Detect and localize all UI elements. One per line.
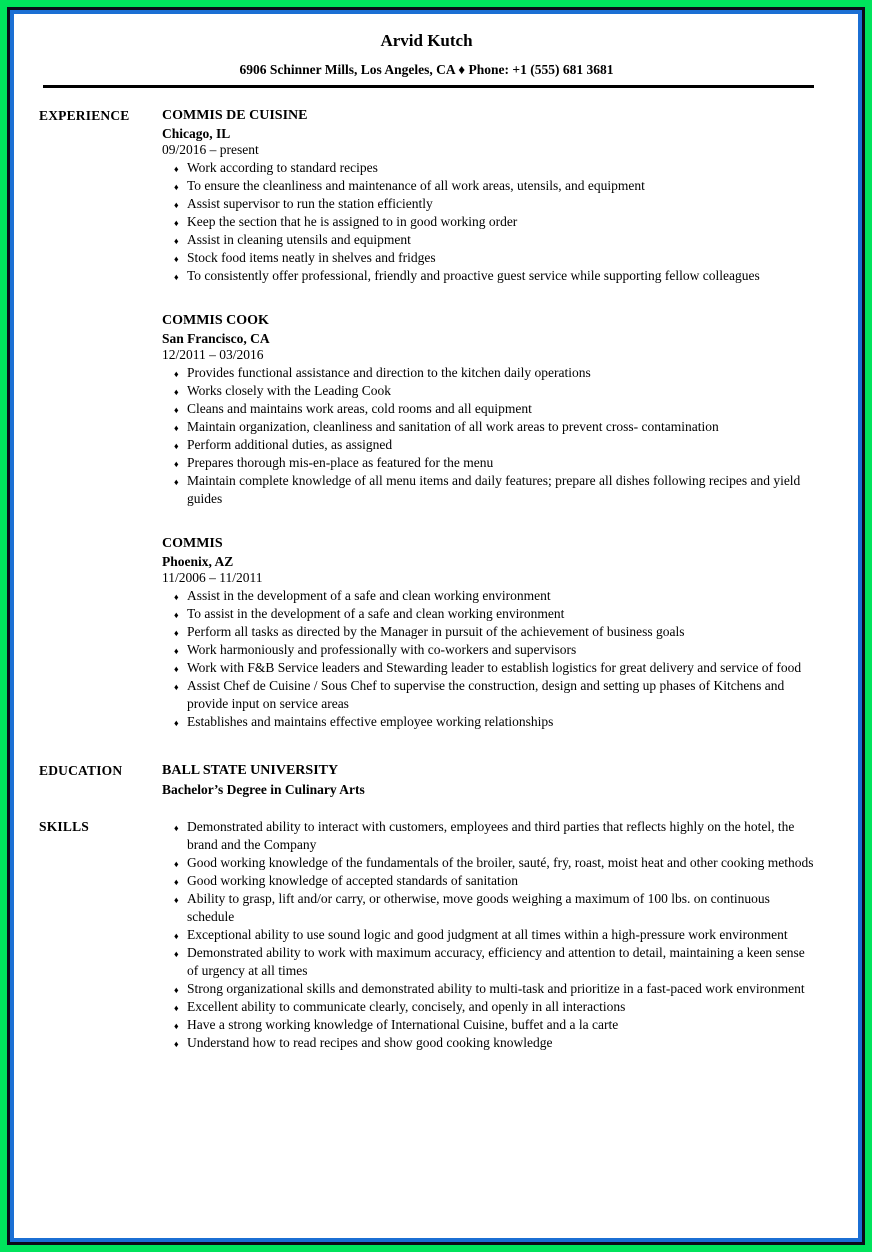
- bullet-icon: ♦: [174, 646, 179, 656]
- bullet-icon: ♦: [174, 718, 179, 728]
- bullet-item: [162, 177, 814, 195]
- job-bullet-list: [162, 364, 814, 508]
- bullet-text: Provides functional assistance and direction to the kitchen daily operations: [187, 365, 591, 380]
- bullet-icon: ♦: [174, 477, 179, 487]
- job-title: COMMIS COOK: [162, 313, 269, 328]
- candidate-name: Arvid Kutch: [380, 31, 473, 50]
- skills-section: [39, 817, 814, 1052]
- job-entry-commis: [162, 534, 814, 731]
- bullet-text: Assist in the development of a safe and clean working environment: [187, 588, 551, 603]
- bullet-text: Understand how to read recipes and show good cooking knowledge: [187, 1035, 553, 1050]
- bullet-icon: ♦: [174, 931, 179, 941]
- bullet-text: Have a strong working knowledge of International Cuisine, buffet and a la carte: [187, 1017, 619, 1032]
- bullet-icon: ♦: [174, 405, 179, 415]
- bullet-text: Work with F&B Service leaders and Stewarding leader to establish logistics for great delivery and service of food: [187, 660, 802, 675]
- bullet-icon: ♦: [174, 985, 179, 995]
- bullet-item: [162, 472, 814, 508]
- job-dates: 09/2016 – present: [162, 142, 259, 157]
- bullet-item: [162, 249, 814, 267]
- bullet-text: Perform additional duties, as assigned: [187, 437, 393, 452]
- bullet-icon: ♦: [174, 236, 179, 246]
- bullet-item: [162, 159, 814, 177]
- bullet-icon: ♦: [174, 664, 179, 674]
- experience-entries: [162, 106, 814, 731]
- bullet-text: Perform all tasks as directed by the Manager in pursuit of the achievement of business goals: [187, 624, 685, 639]
- bullet-icon: ♦: [174, 1039, 179, 1049]
- bullet-item: [162, 854, 814, 872]
- bullet-icon: ♦: [174, 592, 179, 602]
- bullet-item: [162, 623, 814, 641]
- bullet-item: [162, 364, 814, 382]
- bullet-item: [162, 267, 814, 285]
- bullet-text: Excellent ability to communicate clearly, concisely, and openly in all interactions: [187, 999, 626, 1014]
- job-dates: 12/2011 – 03/2016: [162, 347, 264, 362]
- bullet-item: [162, 659, 814, 677]
- bullet-text: Ability to grasp, lift and/or carry, or otherwise, move goods weighing a maximum of 100 lbs. on continuous schedule: [187, 891, 770, 924]
- job-title: COMMIS: [162, 536, 223, 551]
- education-entry: [162, 761, 814, 799]
- job-location: San Francisco, CA: [162, 331, 270, 346]
- education-degree: Bachelor’s Degree in Culinary Arts: [162, 782, 365, 797]
- bullet-icon: ♦: [174, 823, 179, 833]
- bullet-item: [162, 926, 814, 944]
- bullet-icon: ♦: [174, 628, 179, 638]
- bullet-text: Keep the section that he is assigned to in good working order: [187, 214, 518, 229]
- bullet-icon: ♦: [174, 1021, 179, 1031]
- bullet-icon: ♦: [174, 182, 179, 192]
- skills-bullet-list: [162, 818, 814, 1052]
- bullet-text: To ensure the cleanliness and maintenance of all work areas, utensils, and equipment: [187, 178, 645, 193]
- bullet-icon: ♦: [174, 272, 179, 282]
- bullet-item: [162, 998, 814, 1016]
- job-bullet-list: [162, 159, 814, 285]
- bullet-icon: ♦: [174, 859, 179, 869]
- bullet-item: [162, 418, 814, 436]
- job-location: Chicago, IL: [162, 126, 231, 141]
- bullet-icon: ♦: [174, 369, 179, 379]
- job-bullet-list: [162, 587, 814, 731]
- section-label-experience: EXPERIENCE: [39, 108, 130, 123]
- bullet-text: Demonstrated ability to interact with customers, employees and third parties that reflects highly on the hotel, the brand and the Company: [187, 819, 795, 852]
- section-label-skills: SKILLS: [39, 819, 89, 834]
- bullet-item: [162, 677, 814, 713]
- frame-blue-border: [10, 10, 862, 1242]
- bullet-item: [162, 195, 814, 213]
- bullet-icon: ♦: [174, 895, 179, 905]
- bullet-item: [162, 382, 814, 400]
- experience-section: [39, 106, 814, 731]
- bullet-icon: ♦: [174, 164, 179, 174]
- bullet-icon: ♦: [174, 441, 179, 451]
- bullet-text: To assist in the development of a safe and clean working environment: [187, 606, 565, 621]
- bullet-item: [162, 641, 814, 659]
- bullet-item: [162, 454, 814, 472]
- bullet-icon: ♦: [174, 387, 179, 397]
- bullet-icon: ♦: [174, 200, 179, 210]
- bullet-text: Prepares thorough mis-en-place as featured for the menu: [187, 455, 494, 470]
- bullet-item: [162, 890, 814, 926]
- bullet-item: [162, 980, 814, 998]
- bullet-text: Cleans and maintains work areas, cold rooms and all equipment: [187, 401, 532, 416]
- bullet-item: [162, 231, 814, 249]
- frame-black-border: [7, 7, 865, 1245]
- bullet-icon: ♦: [174, 1003, 179, 1013]
- bullet-text: Assist in cleaning utensils and equipment: [187, 232, 411, 247]
- bullet-icon: ♦: [174, 218, 179, 228]
- bullet-text: Assist supervisor to run the station efficiently: [187, 196, 433, 211]
- education-section: [39, 761, 814, 799]
- bullet-text: Assist Chef de Cuisine / Sous Chef to supervise the construction, design and setting up phases of Kitchens and provide input on service areas: [187, 678, 785, 711]
- job-entry-commis-de-cuisine: [162, 106, 814, 285]
- section-label-education: EDUCATION: [39, 763, 123, 778]
- bullet-item: [162, 436, 814, 454]
- bullet-item: [162, 713, 814, 731]
- contact-line: 6906 Schinner Mills, Los Angeles, CA ♦ Phone: +1 (555) 681 3681: [239, 62, 614, 77]
- bullet-icon: ♦: [174, 610, 179, 620]
- bullet-text: Work harmoniously and professionally with co-workers and supervisors: [187, 642, 577, 657]
- bullet-item: [162, 944, 814, 980]
- job-title: COMMIS DE CUISINE: [162, 108, 308, 123]
- bullet-icon: ♦: [174, 949, 179, 959]
- bullet-item: [162, 400, 814, 418]
- bullet-text: Good working knowledge of accepted standards of sanitation: [187, 873, 519, 888]
- resume-content: [14, 14, 858, 1072]
- bullet-item: [162, 213, 814, 231]
- education-school: BALL STATE UNIVERSITY: [162, 763, 339, 778]
- bullet-text: Establishes and maintains effective employee working relationships: [187, 714, 554, 729]
- bullet-text: Stock food items neatly in shelves and fridges: [187, 250, 436, 265]
- bullet-item: [162, 1034, 814, 1052]
- bullet-icon: ♦: [174, 459, 179, 469]
- header-divider: [43, 85, 814, 88]
- bullet-text: Works closely with the Leading Cook: [187, 383, 392, 398]
- bullet-icon: ♦: [174, 423, 179, 433]
- job-entry-commis-cook: [162, 311, 814, 508]
- resume-header: [39, 30, 814, 88]
- job-dates: 11/2006 – 11/2011: [162, 570, 263, 585]
- bullet-text: Exceptional ability to use sound logic and good judgment at all times within a high-pressure work environment: [187, 927, 788, 942]
- bullet-item: [162, 1016, 814, 1034]
- bullet-item: [162, 818, 814, 854]
- job-location: Phoenix, AZ: [162, 554, 234, 569]
- bullet-text: Maintain organization, cleanliness and sanitation of all work areas to prevent cross- contamination: [187, 419, 719, 434]
- bullet-item: [162, 872, 814, 890]
- bullet-icon: ♦: [174, 254, 179, 264]
- bullet-item: [162, 587, 814, 605]
- bullet-text: Demonstrated ability to work with maximum accuracy, efficiency and attention to detail, maintaining a keen sense of urgency at all times: [187, 945, 805, 978]
- bullet-text: Strong organizational skills and demonstrated ability to multi-task and prioritize in a fast-paced work environment: [187, 981, 805, 996]
- bullet-text: Good working knowledge of the fundamentals of the broiler, sauté, fry, roast, moist heat and other cooking methods: [187, 855, 814, 870]
- bullet-text: Maintain complete knowledge of all menu items and daily features; prepare all dishes following recipes and yield guides: [187, 473, 801, 506]
- bullet-text: Work according to standard recipes: [187, 160, 378, 175]
- bullet-item: [162, 605, 814, 623]
- bullet-text: To consistently offer professional, friendly and proactive guest service while supporting fellow colleagues: [187, 268, 760, 283]
- bullet-icon: ♦: [174, 877, 179, 887]
- skills-entries: [162, 817, 814, 1052]
- bullet-icon: ♦: [174, 682, 179, 692]
